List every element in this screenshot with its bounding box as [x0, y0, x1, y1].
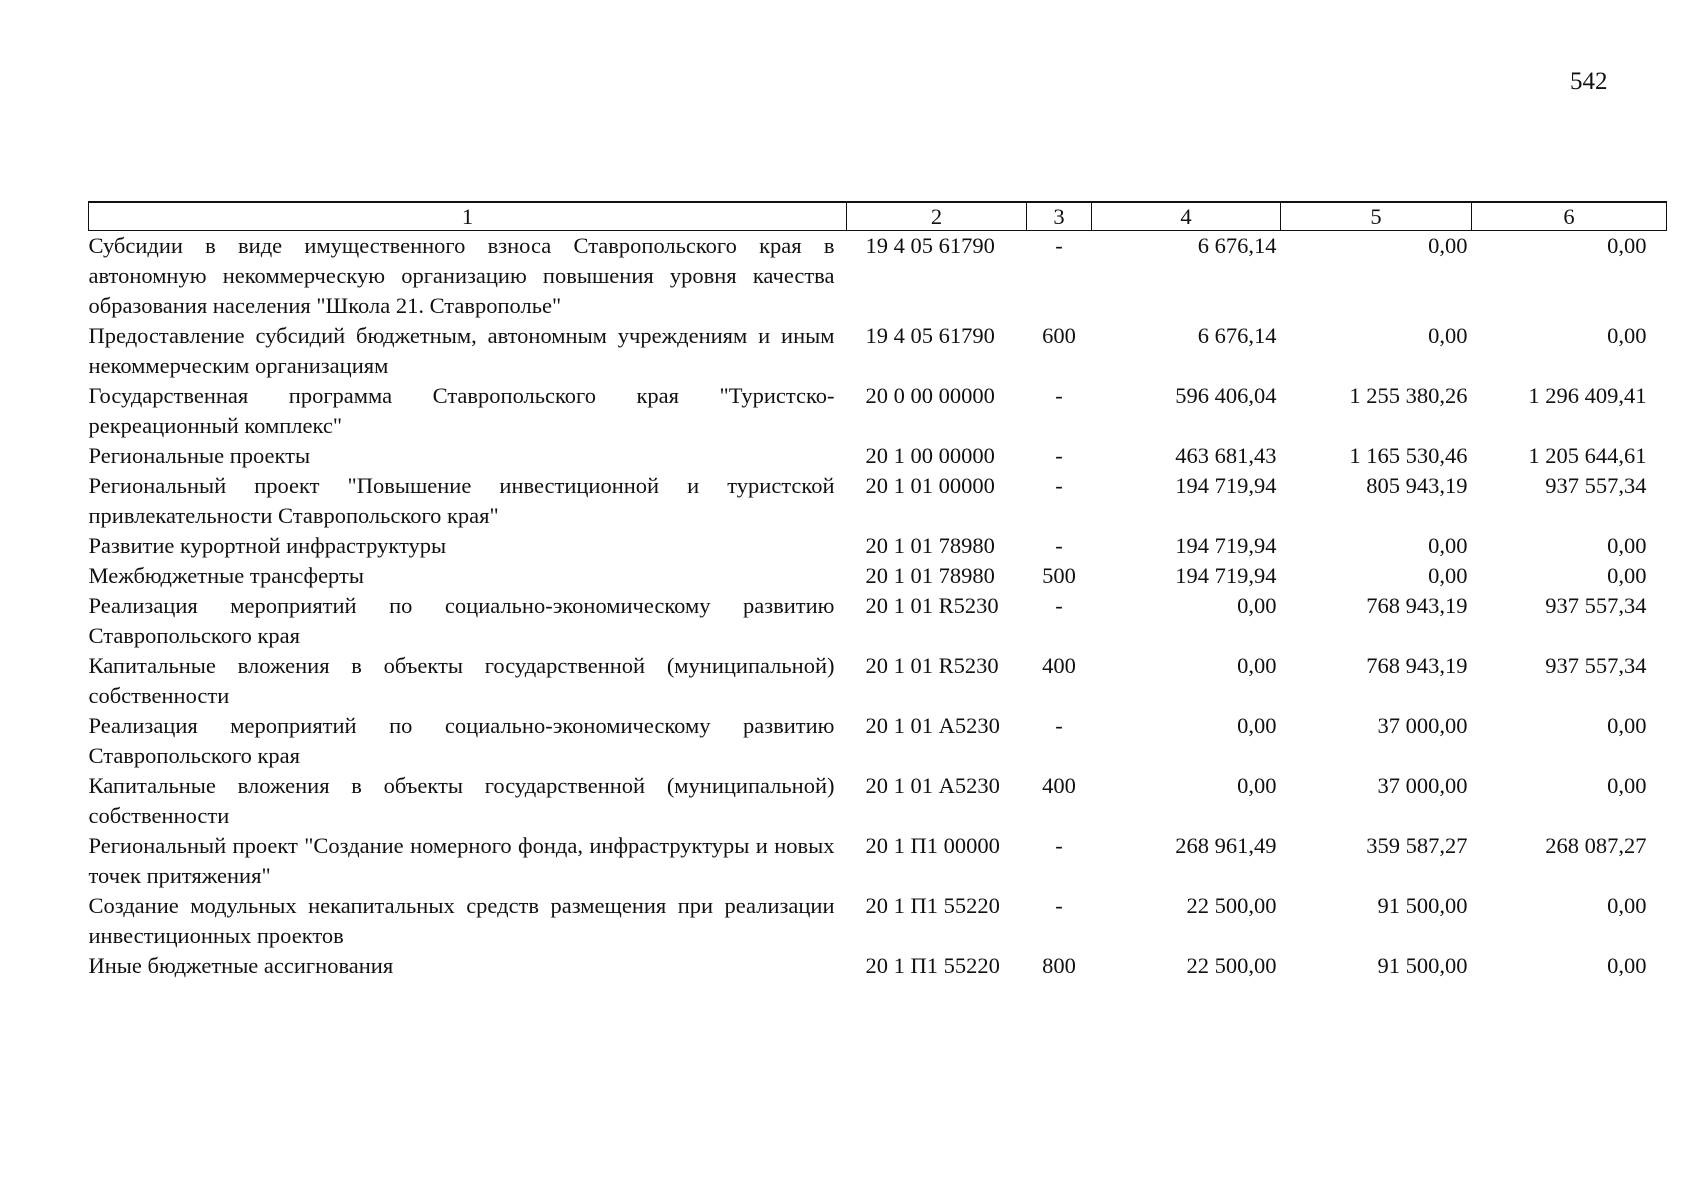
row-amount-col6: 937 557,34	[1545, 473, 1647, 498]
row-amount-col6: 1 296 409,41	[1528, 383, 1647, 408]
row-target-code: 20 1 П1 55220	[865, 893, 1000, 918]
row-target-code: 20 1 П1 55220	[865, 953, 1000, 978]
row-amount-col4: 6 676,14	[1197, 323, 1277, 348]
row-name: Капитальные вложения в объекты государственной (муниципальной) собственности	[88, 653, 835, 708]
row-amount-col5: 91 500,00	[1377, 953, 1468, 978]
row-amount-col4: 596 406,04	[1175, 383, 1277, 408]
row-amount-col4: 194 719,94	[1175, 473, 1277, 498]
row-amount-col6: 268 087,27	[1545, 833, 1647, 858]
row-amount-col4: 0,00	[1237, 713, 1277, 738]
table-row	[89, 531, 1667, 561]
row-name: Региональный проект "Создание номерного фонда, инфраструктуры и новых точек притяжения"	[88, 833, 835, 888]
table-row	[89, 321, 1667, 381]
row-amount-col6: 0,00	[1607, 533, 1647, 558]
row-amount-col6: 0,00	[1607, 893, 1647, 918]
row-amount-col5: 1 255 380,26	[1349, 383, 1468, 408]
column-header-2: 2	[847, 202, 1027, 231]
row-amount-col5: 37 000,00	[1377, 713, 1468, 738]
row-expense-type: -	[1055, 713, 1063, 738]
row-name: Реализация мероприятий по социально-экономическому развитию Ставропольского края	[88, 713, 835, 768]
table-row	[89, 381, 1667, 441]
row-amount-col5: 768 943,19	[1366, 653, 1468, 678]
table-row	[89, 561, 1667, 591]
row-target-code: 20 1 01 А5230	[865, 773, 1000, 798]
row-amount-col4: 194 719,94	[1175, 563, 1277, 588]
row-amount-col5: 805 943,19	[1366, 473, 1468, 498]
row-expense-type: -	[1055, 473, 1063, 498]
row-amount-col6: 0,00	[1607, 713, 1647, 738]
row-amount-col6: 0,00	[1607, 233, 1647, 258]
column-header-4: 4	[1092, 202, 1281, 231]
row-expense-type: -	[1055, 833, 1063, 858]
table-row	[89, 591, 1667, 651]
row-expense-type: 400	[1042, 773, 1076, 798]
table-row	[89, 831, 1667, 891]
row-amount-col5: 0,00	[1428, 563, 1468, 588]
table-row	[89, 771, 1667, 831]
table-row	[89, 651, 1667, 711]
row-expense-type: -	[1055, 533, 1063, 558]
row-name: Капитальные вложения в объекты государственной (муниципальной) собственности	[88, 773, 835, 828]
row-amount-col5: 0,00	[1428, 323, 1468, 348]
column-header-1: 1	[89, 202, 847, 231]
row-amount-col5: 0,00	[1428, 233, 1468, 258]
row-name: Развитие курортной инфраструктуры	[88, 533, 447, 558]
row-name: Межбюджетные трансферты	[88, 563, 364, 588]
row-name: Субсидии в виде имущественного взноса Ставропольского края в автономную некоммерческую организацию повышения уровня качества образования населения "Школа 21. Ставрополье"	[88, 233, 835, 318]
row-name: Региональный проект "Повышение инвестиционной и туристской привлекательности Ставропольского края"	[88, 473, 835, 528]
row-expense-type: -	[1055, 383, 1063, 408]
row-amount-col5: 768 943,19	[1366, 593, 1468, 618]
row-target-code: 20 1 01 00000	[865, 473, 995, 498]
column-header-3: 3	[1027, 202, 1092, 231]
row-amount-col4: 463 681,43	[1175, 443, 1277, 468]
row-expense-type: -	[1055, 893, 1063, 918]
column-header-6: 6	[1472, 202, 1667, 231]
row-target-code: 20 0 00 00000	[865, 383, 995, 408]
row-expense-type: 800	[1042, 953, 1076, 978]
row-target-code: 20 1 01 А5230	[865, 713, 1000, 738]
budget-table	[88, 201, 1667, 981]
table-header-row	[89, 202, 1667, 231]
row-amount-col6: 937 557,34	[1545, 593, 1647, 618]
row-target-code: 19 4 05 61790	[865, 323, 995, 348]
row-name: Создание модульных некапитальных средств размещения при реализации инвестиционных проектов	[88, 893, 835, 948]
row-amount-col4: 268 961,49	[1175, 833, 1277, 858]
row-amount-col5: 91 500,00	[1377, 893, 1468, 918]
row-amount-col4: 0,00	[1237, 593, 1277, 618]
row-amount-col6: 0,00	[1607, 563, 1647, 588]
row-expense-type: 600	[1042, 323, 1076, 348]
row-target-code: 20 1 П1 00000	[865, 833, 1000, 858]
row-amount-col4: 0,00	[1237, 773, 1277, 798]
row-name: Реализация мероприятий по социально-экономическому развитию Ставропольского края	[88, 593, 835, 648]
row-amount-col5: 359 587,27	[1366, 833, 1468, 858]
table-row	[89, 711, 1667, 771]
table-row	[89, 951, 1667, 981]
row-name: Предоставление субсидий бюджетным, автономным учреждениям и иным некоммерческим организациям	[88, 323, 835, 378]
row-amount-col4: 22 500,00	[1186, 953, 1277, 978]
row-amount-col6: 937 557,34	[1545, 653, 1647, 678]
row-target-code: 20 1 01 78980	[865, 563, 995, 588]
page-number: 542	[1570, 68, 1608, 95]
row-target-code: 20 1 01 78980	[865, 533, 995, 558]
table-row	[89, 891, 1667, 951]
row-target-code: 20 1 00 00000	[865, 443, 995, 468]
row-amount-col6: 1 205 644,61	[1528, 443, 1647, 468]
row-amount-col5: 1 165 530,46	[1349, 443, 1468, 468]
row-expense-type: -	[1055, 443, 1063, 468]
row-expense-type: 400	[1042, 653, 1076, 678]
row-target-code: 20 1 01 R5230	[865, 593, 999, 618]
row-expense-type: -	[1055, 233, 1063, 258]
row-amount-col4: 194 719,94	[1175, 533, 1277, 558]
row-amount-col6: 0,00	[1607, 773, 1647, 798]
row-amount-col4: 0,00	[1237, 653, 1277, 678]
row-target-code: 20 1 01 R5230	[865, 653, 999, 678]
row-name: Региональные проекты	[88, 443, 311, 468]
row-name: Государственная программа Ставропольского края "Туристско-рекреационный комплекс"	[88, 383, 835, 438]
row-target-code: 19 4 05 61790	[865, 233, 995, 258]
row-amount-col4: 6 676,14	[1197, 233, 1277, 258]
row-amount-col6: 0,00	[1607, 953, 1647, 978]
row-amount-col5: 37 000,00	[1377, 773, 1468, 798]
table-row	[89, 471, 1667, 531]
row-expense-type: -	[1055, 593, 1063, 618]
row-amount-col5: 0,00	[1428, 533, 1468, 558]
row-name: Иные бюджетные ассигнования	[88, 953, 394, 978]
column-header-5: 5	[1281, 202, 1472, 231]
table-row	[89, 441, 1667, 471]
table-row	[89, 231, 1667, 322]
row-amount-col4: 22 500,00	[1186, 893, 1277, 918]
row-amount-col6: 0,00	[1607, 323, 1647, 348]
row-expense-type: 500	[1042, 563, 1076, 588]
